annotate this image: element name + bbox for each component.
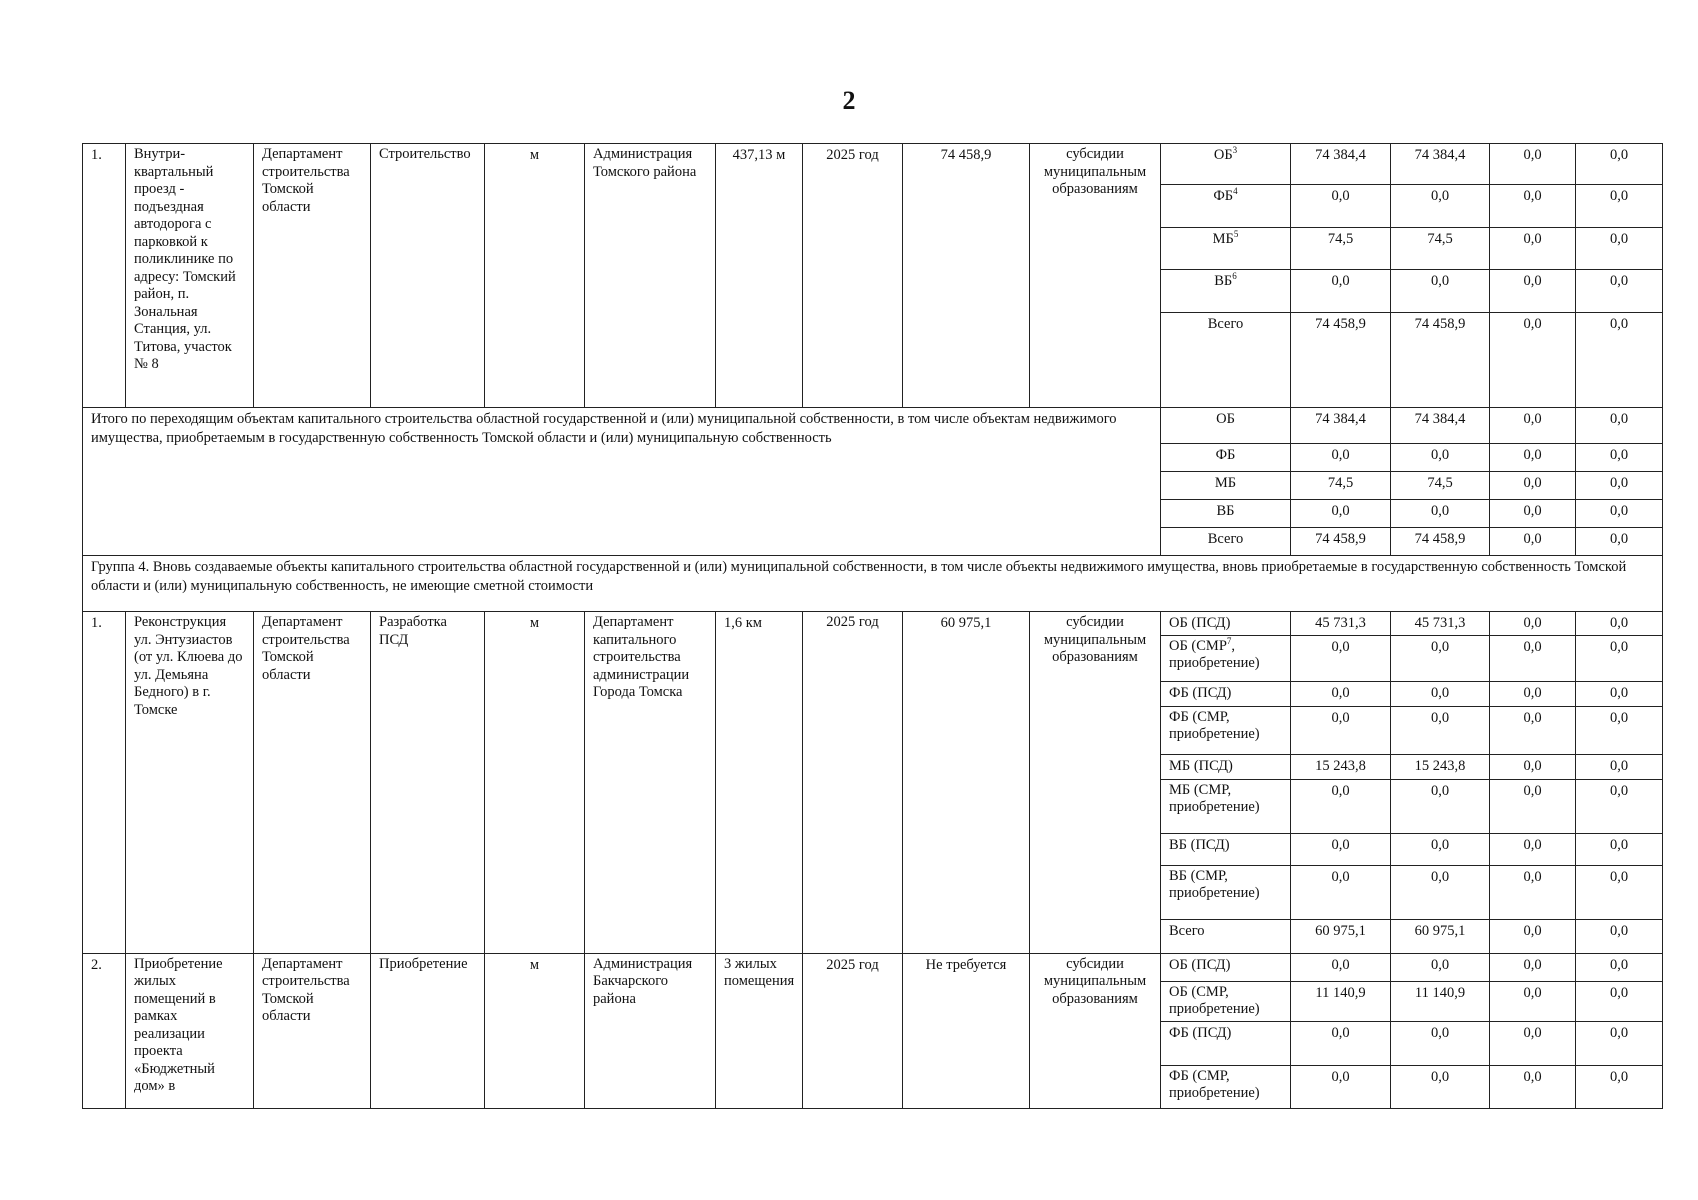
funding-source: Всего xyxy=(1161,919,1291,953)
value-cell: 0,0 xyxy=(1576,953,1663,981)
value-cell: 0,0 xyxy=(1490,981,1576,1021)
cost: 60 975,1 xyxy=(903,612,1030,954)
object-name: Внутри-квартальный проезд - подъездная автодорога с парковкой к поликлинике по адресу: Томский район, п. Зональная Станция, ул. Титова, участок № 8 xyxy=(126,144,254,408)
value-cell: 0,0 xyxy=(1576,444,1663,472)
value-cell: 74 458,9 xyxy=(1391,313,1490,408)
value-cell: 74 458,9 xyxy=(1291,313,1391,408)
value-cell: 0,0 xyxy=(1576,865,1663,919)
object-name: Реконструкция ул. Энтузиастов (от ул. Клюева до ул. Демьяна Бедного) в г. Томске xyxy=(126,612,254,954)
value-cell: 0,0 xyxy=(1576,528,1663,556)
value-cell: 0,0 xyxy=(1490,865,1576,919)
investment-objects-table xyxy=(82,143,1663,1109)
value-cell: 0,0 xyxy=(1490,953,1576,981)
value-cell: 0,0 xyxy=(1576,706,1663,754)
funding-source: ФБ (ПСД) xyxy=(1161,1021,1291,1065)
value-cell: 0,0 xyxy=(1490,754,1576,779)
value-cell: 0,0 xyxy=(1291,1021,1391,1065)
value-cell: 0,0 xyxy=(1291,270,1391,313)
value-cell: 74,5 xyxy=(1291,228,1391,270)
table-row xyxy=(83,144,1663,185)
value-cell: 0,0 xyxy=(1576,313,1663,408)
capacity: 1,6 км xyxy=(716,612,803,954)
value-cell: 0,0 xyxy=(1391,681,1490,706)
value-cell: 0,0 xyxy=(1391,1065,1490,1108)
developer: Департамент капитального строительства администрации Города Томска xyxy=(585,612,716,954)
funding-source: $ФБ^4$ xyxy=(1161,185,1291,228)
group-heading: Группа 4. Вновь создаваемые объекты капитального строительства областной государственной и (или) муниципальной собственности, в том числе объекты недвижимого имущества, вновь приобретаемые в государственную собственность Томской области и (или) муниципальную собственность, не имеющие сметной стоимости xyxy=(83,556,1663,612)
value-cell: 0,0 xyxy=(1291,1065,1391,1108)
value-cell: 74 384,4 xyxy=(1291,144,1391,185)
value-cell: 0,0 xyxy=(1291,500,1391,528)
funding-source: ОБ (ПСД) xyxy=(1161,612,1291,636)
value-cell: 0,0 xyxy=(1391,635,1490,681)
value-cell: 0,0 xyxy=(1576,270,1663,313)
value-cell: 0,0 xyxy=(1490,228,1576,270)
value-cell: 74 384,4 xyxy=(1291,408,1391,444)
value-cell: 0,0 xyxy=(1490,919,1576,953)
funding-source: ВБ xyxy=(1161,500,1291,528)
value-cell: 0,0 xyxy=(1391,779,1490,833)
value-cell: 0,0 xyxy=(1391,185,1490,228)
value-cell: 0,0 xyxy=(1291,635,1391,681)
value-cell: 0,0 xyxy=(1490,833,1576,865)
value-cell: 0,0 xyxy=(1391,500,1490,528)
funding-source: МБ (ПСД) xyxy=(1161,754,1291,779)
value-cell: 0,0 xyxy=(1291,185,1391,228)
value-cell: 0,0 xyxy=(1490,528,1576,556)
work-type: Разработка ПСД xyxy=(371,612,485,954)
work-type: Строительство xyxy=(371,144,485,408)
value-cell: 0,0 xyxy=(1576,779,1663,833)
table-row xyxy=(83,953,1663,981)
value-cell: 0,0 xyxy=(1490,444,1576,472)
value-cell: 11 140,9 xyxy=(1391,981,1490,1021)
value-cell: 0,0 xyxy=(1576,144,1663,185)
value-cell: 0,0 xyxy=(1576,185,1663,228)
value-cell: 0,0 xyxy=(1576,228,1663,270)
value-cell: 15 243,8 xyxy=(1391,754,1490,779)
funding-source: Всего xyxy=(1161,528,1291,556)
unit: м xyxy=(485,144,585,408)
form-of-support: субсидии муниципальным образованиям xyxy=(1030,144,1161,408)
value-cell: 60 975,1 xyxy=(1391,919,1490,953)
value-cell: 0,0 xyxy=(1490,1065,1576,1108)
value-cell: 11 140,9 xyxy=(1291,981,1391,1021)
value-cell: 0,0 xyxy=(1576,754,1663,779)
value-cell: 0,0 xyxy=(1576,612,1663,636)
table-row xyxy=(83,408,1663,444)
value-cell: 0,0 xyxy=(1576,500,1663,528)
value-cell: 74,5 xyxy=(1391,228,1490,270)
funding-source: ОБ (СМР$^7$, приобретение) xyxy=(1161,635,1291,681)
year: 2025 год xyxy=(803,612,903,954)
funding-source: ОБ xyxy=(1161,408,1291,444)
value-cell: 0,0 xyxy=(1391,706,1490,754)
year: 2025 год xyxy=(803,953,903,1108)
funding-source: $ОБ^3$ xyxy=(1161,144,1291,185)
funding-source: ФБ (СМР, приобретение) xyxy=(1161,706,1291,754)
table-row xyxy=(83,612,1663,636)
value-cell: 0,0 xyxy=(1291,833,1391,865)
capacity: 437,13 м xyxy=(716,144,803,408)
unit: м xyxy=(485,612,585,954)
customer: Департамент строительства Томской области xyxy=(254,144,371,408)
funding-source: $МБ^5$ xyxy=(1161,228,1291,270)
funding-source: ОБ (СМР, приобретение) xyxy=(1161,981,1291,1021)
table-row xyxy=(83,556,1663,612)
value-cell: 0,0 xyxy=(1490,706,1576,754)
value-cell: 0,0 xyxy=(1291,953,1391,981)
value-cell: 0,0 xyxy=(1576,919,1663,953)
value-cell: 45 731,3 xyxy=(1391,612,1490,636)
value-cell: 0,0 xyxy=(1576,1065,1663,1108)
developer: Администрация Томского района xyxy=(585,144,716,408)
object-name: Приобретение жилых помещений в рамках реализации проекта «Бюджетный дом» в xyxy=(126,953,254,1108)
total-label: Итого по переходящим объектам капитального строительства областной государственной и (или) муниципальной собственности, в том числе объектам недвижимого имущества, приобретаемым в государственную собственность Томской области и (или) муниципальную собственность xyxy=(83,408,1161,556)
value-cell: 0,0 xyxy=(1490,270,1576,313)
customer: Департамент строительства Томской области xyxy=(254,953,371,1108)
value-cell: 0,0 xyxy=(1490,1021,1576,1065)
value-cell: 0,0 xyxy=(1490,779,1576,833)
unit: м xyxy=(485,953,585,1108)
value-cell: 74 384,4 xyxy=(1391,144,1490,185)
value-cell: 74,5 xyxy=(1291,472,1391,500)
funding-source: Всего xyxy=(1161,313,1291,408)
value-cell: 0,0 xyxy=(1576,1021,1663,1065)
value-cell: 74 458,9 xyxy=(1391,528,1490,556)
value-cell: 0,0 xyxy=(1490,472,1576,500)
value-cell: 0,0 xyxy=(1576,833,1663,865)
row-number: 1. xyxy=(83,144,126,408)
value-cell: 0,0 xyxy=(1391,953,1490,981)
developer: Администрация Бакчарского района xyxy=(585,953,716,1108)
value-cell: 0,0 xyxy=(1490,185,1576,228)
value-cell: 0,0 xyxy=(1490,408,1576,444)
value-cell: 74,5 xyxy=(1391,472,1490,500)
value-cell: 0,0 xyxy=(1391,444,1490,472)
work-type: Приобретение xyxy=(371,953,485,1108)
cost: 74 458,9 xyxy=(903,144,1030,408)
value-cell: 0,0 xyxy=(1291,444,1391,472)
funding-source: ФБ (ПСД) xyxy=(1161,681,1291,706)
value-cell: 74 384,4 xyxy=(1391,408,1490,444)
year: 2025 год xyxy=(803,144,903,408)
value-cell: 0,0 xyxy=(1291,706,1391,754)
funding-source: $ВБ^6$ xyxy=(1161,270,1291,313)
row-number: 2. xyxy=(83,953,126,1108)
value-cell: 74 458,9 xyxy=(1291,528,1391,556)
value-cell: 0,0 xyxy=(1391,1021,1490,1065)
value-cell: 0,0 xyxy=(1291,865,1391,919)
value-cell: 0,0 xyxy=(1291,681,1391,706)
value-cell: 0,0 xyxy=(1391,270,1490,313)
value-cell: 0,0 xyxy=(1576,681,1663,706)
value-cell: 0,0 xyxy=(1576,635,1663,681)
value-cell: 0,0 xyxy=(1391,865,1490,919)
value-cell: 45 731,3 xyxy=(1291,612,1391,636)
funding-source: МБ (СМР, приобретение) xyxy=(1161,779,1291,833)
funding-source: ОБ (ПСД) xyxy=(1161,953,1291,981)
value-cell: 15 243,8 xyxy=(1291,754,1391,779)
value-cell: 0,0 xyxy=(1291,779,1391,833)
value-cell: 0,0 xyxy=(1576,408,1663,444)
value-cell: 0,0 xyxy=(1490,500,1576,528)
customer: Департамент строительства Томской области xyxy=(254,612,371,954)
value-cell: 60 975,1 xyxy=(1291,919,1391,953)
value-cell: 0,0 xyxy=(1391,833,1490,865)
cost: Не требуется xyxy=(903,953,1030,1108)
page-number: 2 xyxy=(842,86,856,115)
row-number: 1. xyxy=(83,612,126,954)
funding-source: МБ xyxy=(1161,472,1291,500)
value-cell: 0,0 xyxy=(1490,612,1576,636)
value-cell: 0,0 xyxy=(1490,144,1576,185)
funding-source: ФБ xyxy=(1161,444,1291,472)
funding-source: ВБ (СМР, приобретение) xyxy=(1161,865,1291,919)
form-of-support: субсидии муниципальным образованиям xyxy=(1030,612,1161,954)
value-cell: 0,0 xyxy=(1490,681,1576,706)
value-cell: 0,0 xyxy=(1576,472,1663,500)
form-of-support: субсидии муниципальным образованиям xyxy=(1030,953,1161,1108)
funding-source: ВБ (ПСД) xyxy=(1161,833,1291,865)
value-cell: 0,0 xyxy=(1490,635,1576,681)
value-cell: 0,0 xyxy=(1576,981,1663,1021)
value-cell: 0,0 xyxy=(1490,313,1576,408)
capacity: 3 жилых помещения xyxy=(716,953,803,1108)
funding-source: ФБ (СМР, приобретение) xyxy=(1161,1065,1291,1108)
